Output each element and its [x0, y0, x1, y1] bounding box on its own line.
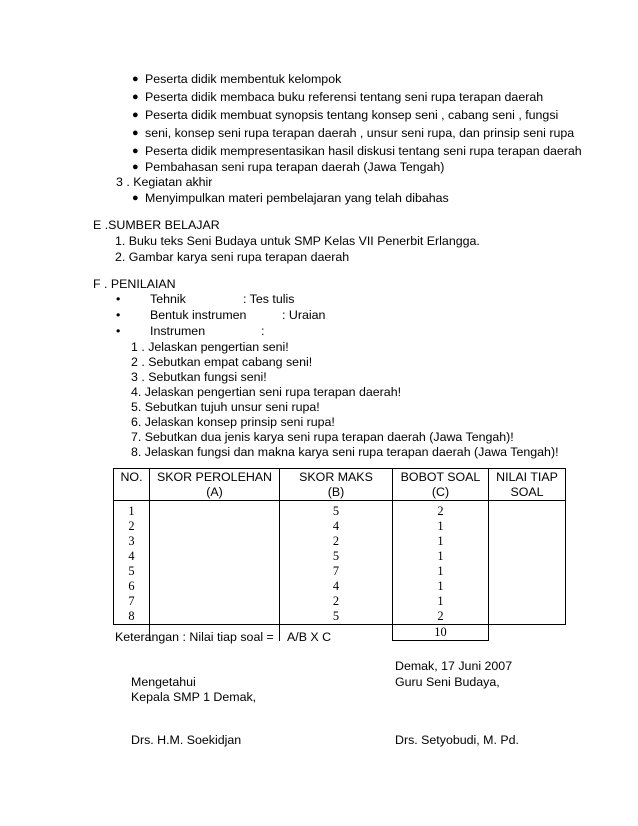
bullet-dot: ●	[132, 161, 139, 173]
table-header-row	[114, 469, 566, 501]
tehnik-value: : Tes tulis	[243, 292, 295, 306]
bullet-dot: ●	[132, 192, 139, 204]
question-item: 1 . Jelaskan pengertian seni!	[131, 340, 289, 354]
sumber-item: 1. Buku teks Seni Budaya untuk SMP Kelas VII Penerbit Erlangga.	[115, 234, 480, 248]
header-bobot-soal: BOBOT SOAL (C)	[393, 469, 489, 501]
question-item: 7. Sebutkan dua jenis karya seni rupa terapan daerah (Jawa Tengah)!	[131, 430, 514, 444]
bullet-dot: ●	[132, 109, 139, 121]
header-skor-maks: SKOR MAKS (B)	[280, 469, 393, 501]
question-item: 4. Jelaskan pengertian seni rupa terapan daerah!	[131, 385, 402, 399]
score-table	[113, 468, 566, 641]
question-item: 5. Sebutkan tujuh unsur seni rupa!	[131, 400, 320, 414]
bullet-dot: ●	[132, 127, 139, 139]
instrumen-label: Instrumen	[150, 324, 206, 338]
keterangan-formula: A/B X C	[287, 630, 332, 644]
bullet-dot: ●	[132, 91, 139, 103]
total-empty-cell	[489, 625, 566, 641]
col-no: 1 2 3 4 5 6 7 8	[114, 501, 150, 625]
closing-heading: 3 . Kegiatan akhir	[116, 175, 213, 189]
bullet-dot: ●	[132, 73, 139, 85]
penilaian-bullet: •	[116, 308, 121, 322]
activity-item: Pembahasan seni rupa terapan daerah (Jawa Tengah)	[145, 160, 445, 174]
sumber-item: 2. Gambar karya seni rupa terapan daerah	[115, 250, 350, 264]
activity-item: Peserta didik membentuk kelompok	[145, 72, 342, 86]
activity-item: Peserta didik mempresentasikan hasil diskusi tentang seni rupa terapan daerah	[145, 144, 582, 158]
question-item: 6. Jelaskan konsep prinsip seni rupa!	[131, 415, 335, 429]
activity-item: Peserta didik membuat synopsis tentang konsep seni , cabang seni , fungsi	[145, 108, 559, 122]
guru-name: Drs. Setyobudi, M. Pd.	[395, 733, 519, 747]
activity-item: seni, konsep seni rupa terapan daerah , unsur seni rupa, dan prinsip seni rupa	[145, 126, 575, 140]
table-data-row	[114, 501, 566, 625]
header-no: NO.	[114, 469, 150, 501]
sumber-heading: E .SUMBER BELAJAR	[93, 218, 220, 232]
col-nilai-tiap-soal	[489, 501, 566, 625]
closing-item: Menyimpulkan materi pembelajaran yang telah dibahas	[145, 191, 449, 205]
col-skor-maks: 5 4 2 5 7 4 2 5	[280, 501, 393, 625]
mengetahui-label: Mengetahui	[131, 675, 196, 689]
bullet-dot: ●	[132, 145, 139, 157]
bentuk-value: : Uraian	[282, 308, 326, 322]
kepala-title: Kepala SMP 1 Demak,	[131, 690, 257, 704]
question-item: 8. Jelaskan fungsi dan makna karya seni rupa terapan daerah (Jawa Tengah)!	[131, 445, 559, 459]
header-skor-perolehan: SKOR PEROLEHAN (A)	[150, 469, 280, 501]
penilaian-bullet: •	[116, 324, 121, 338]
col-skor-perolehan	[150, 501, 280, 625]
kepala-name: Drs. H.M. Soekidjan	[131, 733, 242, 747]
penilaian-heading: F . PENILAIAN	[93, 277, 176, 291]
col-bobot: 2 1 1 1 1 1 1 2	[393, 501, 489, 625]
bentuk-label: Bentuk instrumen	[150, 308, 247, 322]
keterangan-label: Keterangan : Nilai tiap soal =	[115, 630, 274, 644]
question-item: 3 . Sebutkan fungsi seni!	[131, 370, 267, 384]
activity-item: Peserta didik membaca buku referensi tentang seni rupa terapan daerah	[145, 90, 544, 104]
place-date: Demak, 17 Juni 2007	[395, 659, 513, 673]
bobot-total-cell: 10	[393, 625, 489, 641]
header-nilai-tiap-soal: NILAI TIAP SOAL	[489, 469, 566, 501]
tehnik-label: Tehnik	[150, 292, 186, 306]
instrumen-value: :	[261, 324, 265, 338]
guru-title: Guru Seni Budaya,	[395, 675, 500, 689]
question-item: 2 . Sebutkan empat cabang seni!	[131, 355, 313, 369]
penilaian-bullet: •	[116, 292, 121, 306]
